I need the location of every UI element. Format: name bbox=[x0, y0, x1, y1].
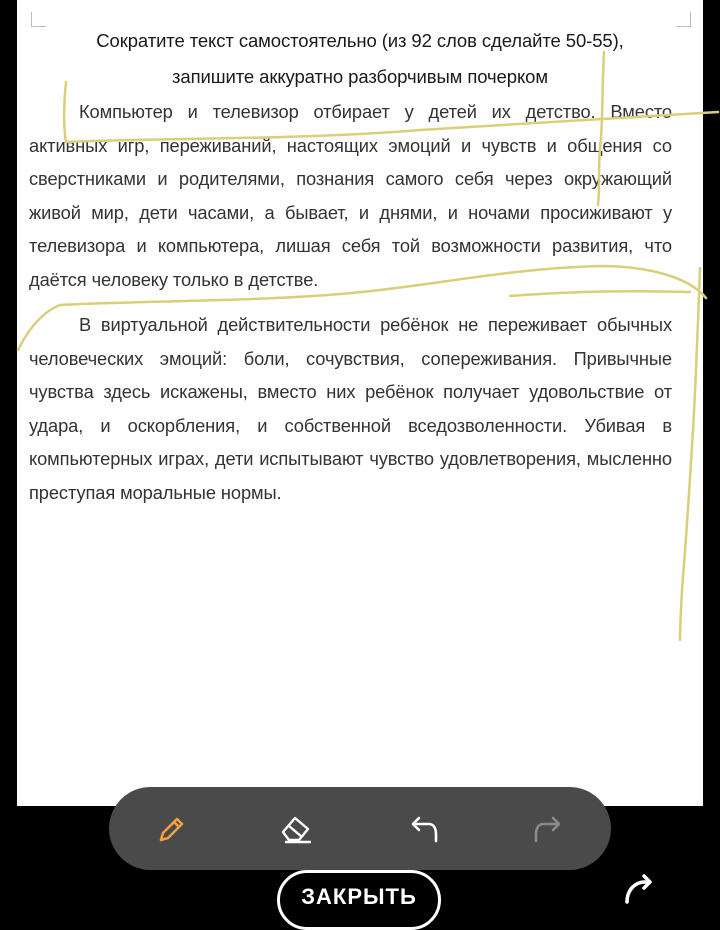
redo-icon bbox=[531, 812, 567, 846]
page-corner-mark bbox=[31, 12, 46, 27]
eraser-icon bbox=[277, 812, 315, 846]
text-paragraph-2: В виртуальной действительности ребёнок не переживает обычных человеческих эмоций: боли, сочувствия, сопереживания. Привычные чувства здесь искажены, вместо них ребёнок получает удовольствие от удара, и оскорбления, и собственной вседозволенности. Убивая в компьютерных играх, дети испытывают чувство удовлетворения, мысленно преступая моральные нормы. bbox=[29, 314, 672, 503]
task-title-line2: запишите аккуратно разборчивым почерком bbox=[172, 66, 548, 87]
redo-button[interactable] bbox=[527, 807, 571, 851]
undo-button[interactable] bbox=[401, 807, 445, 851]
pen-icon bbox=[155, 812, 189, 846]
page-corner-mark bbox=[676, 12, 691, 27]
close-button[interactable]: ЗАКРЫТЬ bbox=[277, 870, 441, 930]
rotate-icon[interactable] bbox=[619, 874, 663, 904]
text-paragraph-1: Компьютер и телевизор отбирает у детей их детство. Вместо активных игр, переживаний, настоящих эмоций и чувств и общения со сверстниками и родителями, познания самого себя через окружающий живой мир, дети часами, а бывает, и днями, и ночами просиживают у телевизора и компьютера, лишая себя той возможности развития, что даётся человеку только в детстве. bbox=[29, 101, 672, 290]
undo-icon bbox=[405, 812, 441, 846]
task-title-line1: Сократите текст самостоятельно (из 92 слов сделайте 50-55), bbox=[96, 30, 624, 51]
document-page bbox=[17, 0, 703, 806]
eraser-tool-button[interactable] bbox=[274, 807, 318, 851]
drawing-toolbar bbox=[109, 787, 611, 870]
pen-tool-button[interactable] bbox=[150, 807, 194, 851]
